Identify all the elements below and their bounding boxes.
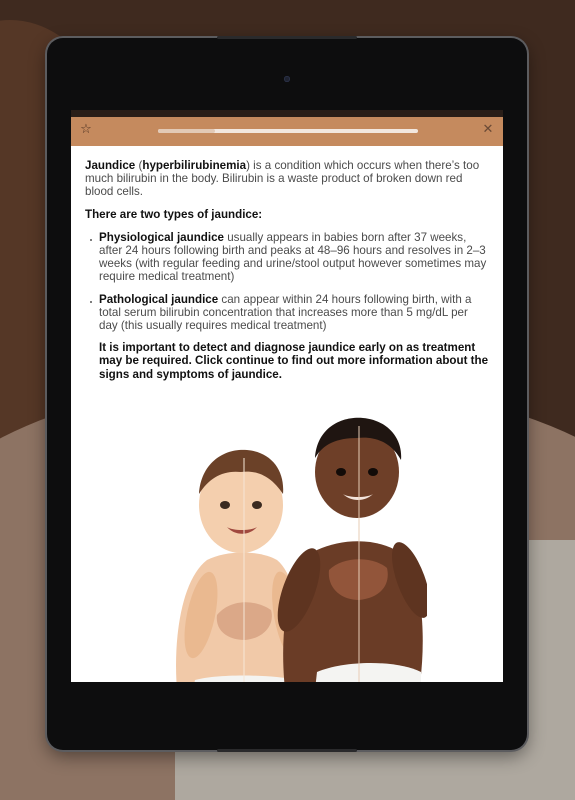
intro-paragraph: [85, 159, 489, 199]
tablet-bottom-button: [217, 749, 357, 752]
lesson-progress-bar: [158, 129, 418, 133]
emphasis-paragraph: It is important to detect and diagnose jaundice early on as treatment may be required. Click continue to find out more information about the signs and symptoms of jaundice.: [99, 341, 489, 381]
lesson-content: [71, 146, 503, 381]
tablet-frame: [47, 38, 527, 750]
intro-paren: (: [135, 159, 143, 172]
intro-text: ) is a condition which occurs when there’s too much bilirubin in the body. Bilirubin is a waste product of broken down red blood cells.: [85, 159, 480, 199]
type-description: can appear within 24 hours following birth, with a total serum bilirubin concentration that increases more than 5 mg/dL per day (this usually requires medical treatment): [99, 292, 472, 333]
star-icon[interactable]: ☆: [80, 122, 92, 137]
type-name: Physiological jaundice: [99, 230, 224, 244]
lesson-toolbar: [71, 117, 503, 146]
jaundice-types-list: [85, 231, 489, 332]
type-name: Pathological jaundice: [99, 292, 219, 306]
list-item-physiological: [99, 231, 489, 284]
intro-synonym: hyperbilirubinemia: [142, 159, 247, 172]
types-heading: There are two types of jaundice:: [85, 207, 263, 221]
close-icon[interactable]: ✕: [482, 122, 494, 137]
lesson-progress-fill: [158, 129, 215, 133]
tablet-top-button: [217, 36, 357, 39]
right-baby-image: [269, 418, 427, 682]
status-bar: [71, 110, 503, 117]
camera-icon: [284, 76, 290, 82]
intro-term: Jaundice: [85, 159, 136, 172]
app-screen: [71, 110, 503, 682]
list-item-pathological: [99, 293, 489, 333]
type-description: usually appears in babies born after 37 weeks, after 24 hours following birth and peaks at 48–96 hours and resolves in 2–3 weeks (with regular feeding and urine/stool output however sometimes may require medical treatment): [99, 230, 487, 284]
babies-illustration: [167, 410, 427, 682]
